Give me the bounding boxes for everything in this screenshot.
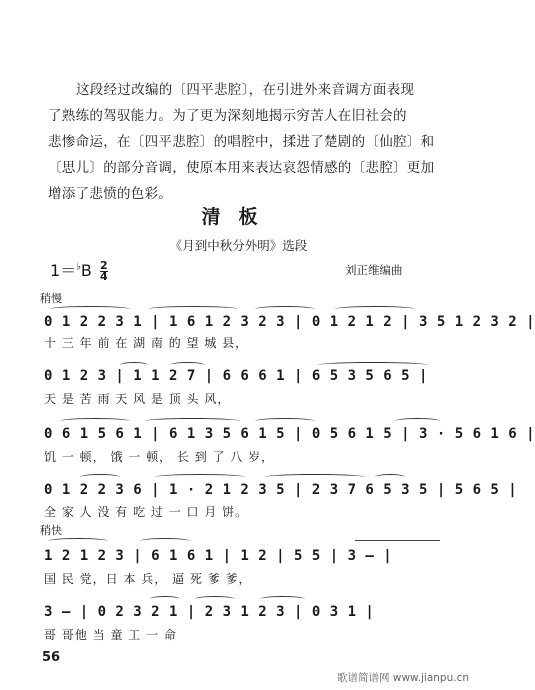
- slur: [265, 474, 365, 480]
- lyrics-row-5: 国 民 党，日 本 兵， 逼 死 爹 爹，: [44, 572, 252, 586]
- slur: [140, 538, 190, 544]
- flat-sign: ♭: [76, 261, 81, 273]
- notation-row-2: 0 1 2 3 | 1 1 2 7 | 6 6 6 1 | 6 5 3 5 6 5 |: [44, 368, 428, 384]
- tempo-marking-slow: 稍慢: [40, 292, 62, 305]
- paragraph-line-1: 这段经过改编的〔四平悲腔〕，在引进外来音调方面表现: [76, 82, 415, 98]
- paragraph-line-4: 〔思儿〕的部分音调，使原本用来表达哀怨情感的〔悲腔〕更加: [48, 160, 435, 176]
- site-watermark: 歌谱简谱网 www.jianpu.cn: [337, 672, 469, 684]
- lyrics-row-1: 十 三 年 前 在 湖 南 的 望 城 县，: [44, 336, 249, 350]
- slur: [145, 418, 240, 424]
- slur: [60, 418, 130, 424]
- time-signature: [100, 261, 108, 282]
- lyrics-row-2: 天 是 苦 雨 天 风 是 顶 头 风，: [44, 392, 231, 406]
- paragraph-line-3: 悲惨命运，在〔四平悲腔〕的唱腔中，揉进了楚剧的〔仙腔〕和: [48, 134, 435, 150]
- slur: [48, 538, 108, 544]
- song-subtitle: 《月到中秋分外明》选段: [169, 238, 308, 253]
- notation-row-5: 1 2 1 2 3 | 6 1 6 1 | 1 2 | 5 5 | 3 — |: [44, 548, 393, 564]
- slur: [260, 596, 305, 602]
- composer-credit: 刘正维编曲: [345, 263, 403, 277]
- time-bottom: 4: [99, 270, 108, 283]
- notation-row-3: 0 6 1 5 6 1 | 6 1 3 5 6 1 5 | 0 5 6 1 5 | 3 · 5 6 1 6 |: [44, 426, 535, 442]
- slur: [335, 306, 415, 312]
- slur: [148, 306, 238, 312]
- slur: [50, 306, 130, 312]
- lyrics-row-3: 饥 一 顿， 饿 一 顿， 长 到 了 八 岁，: [44, 450, 275, 464]
- paragraph-line-5: 增添了悲愤的色彩。: [48, 186, 173, 202]
- slur: [150, 596, 180, 602]
- slur: [375, 474, 405, 480]
- paragraph-line-2: 了熟练的驾驭能力。为了更为深刻地揭示穷苦人在旧社会的: [48, 108, 407, 124]
- slur: [155, 474, 245, 480]
- notation-row-1: 0 1 2 2 3 1 | 1 6 1 2 3 2 3 | 0 1 2 1 2 | 3 5 1 2 3 2 |: [44, 314, 535, 330]
- page-number: 56: [42, 650, 61, 665]
- song-title: 清板: [201, 206, 276, 228]
- key-signature: [50, 258, 108, 282]
- key-note: B: [80, 261, 92, 280]
- notation-row-4: 0 1 2 2 3 6 | 1 · 2 1 2 3 5 | 2 3 7 6 5 3 5 | 5 6 5 |: [44, 482, 518, 498]
- ending-bracket: [355, 540, 440, 541]
- lyrics-row-4: 全 家 人 没 有 吃 过 一 口 月 饼。: [44, 505, 249, 519]
- slur: [80, 474, 120, 480]
- slur: [255, 306, 315, 312]
- time-top: 2: [99, 259, 108, 272]
- key-prefix: 1＝: [50, 261, 77, 280]
- lyrics-row-6: 哥 哥他 当 童 工 一 命: [44, 628, 177, 642]
- slur: [395, 418, 440, 424]
- notation-row-6: 3 — | 0 2 3 2 1 | 2 3 1 2 3 | 0 3 1 |: [44, 604, 375, 620]
- slur: [195, 596, 235, 602]
- tempo-marking-fast: 稍快: [40, 524, 62, 537]
- slur: [255, 418, 315, 424]
